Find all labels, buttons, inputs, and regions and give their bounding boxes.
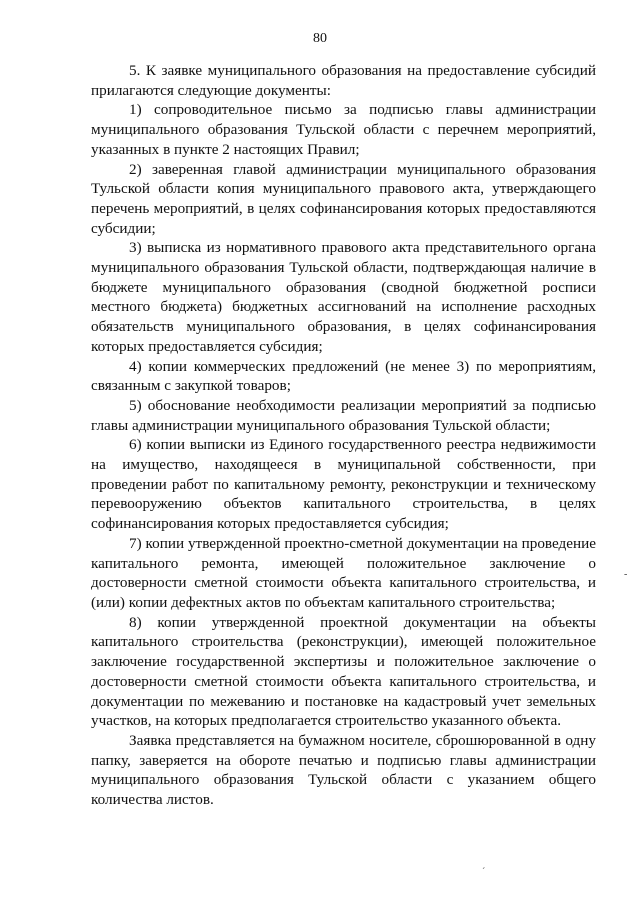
list-item-5: 5) обоснование необходимости реализации мероприятий за подписью главы администрации муниципального образования Тульской области;: [91, 396, 596, 434]
list-item-6: 6) копии выписки из Единого государственного реестра недвижимости на имущество, находящееся в муниципальной собственности, при проведении работ по капитальному ремонту, реконструкции и техническому перевооружению объектов капитального строительства, в целях софинансирования которых предоставляется субсидия;: [91, 436, 596, 533]
page-number: 80: [313, 31, 327, 46]
list-item-2: 2) заверенная главой администрации муниципального образования Тульской области копия муниципального правового акта, утверждающего перечень мероприятий, в целях софинансирования которых предоставляются субсидии;: [91, 160, 596, 237]
paragraph-5-intro: 5. К заявке муниципального образования на предоставление субсидий прилагаются следующие документы:: [91, 62, 596, 99]
list-item-8: 8) копии утвержденной проектной документации на объекты капитального строительства (реконструкции), имеющей положительное заключение государственной экспертизы и положительное заключение о достоверности сметной стоимости объекта капитального строительства, и документации по межеванию и постановке на кадастровый учет земельных участков, на которых предполагается строительство указанного объекта.: [91, 613, 596, 730]
document-body: [91, 61, 596, 810]
list-item-3: 3) выписка из нормативного правового акта представительного органа муниципального образования Тульской области, подтверждающая наличие в бюджете муниципального образования (сводной бюджетной росписи местного бюджета) бюджетных ассигнований на исполнение расходных обязательств муниципального образования, в целях софинансирования которых предоставляется субсидия;: [91, 239, 596, 355]
list-item-4: 4) копии коммерческих предложений (не менее 3) по мероприятиям, связанным с закупкой товаров;: [91, 357, 596, 395]
list-item-7: 7) копии утвержденной проектно-сметной документации на проведение капитального ремонта, имеющей положительное заключение о достоверности сметной стоимости объекта капитального строительства, и (или) копии дефектных актов по объектам капитального строительства;: [91, 534, 596, 611]
list-item-1: 1) сопроводительное письмо за подписью главы администрации муниципального образования Тульской области с перечнем мероприятий, указанных в пункте 2 настоящих Правил;: [91, 101, 596, 158]
margin-mark: -: [624, 569, 628, 580]
scan-mark: ˊ: [482, 867, 486, 878]
closing-paragraph: Заявка представляется на бумажном носителе, сброшюрованной в одну папку, заверяется на обороте печатью и подписью главы администрации муниципального образования Тульской области с указанием общего количества листов.: [91, 731, 596, 809]
